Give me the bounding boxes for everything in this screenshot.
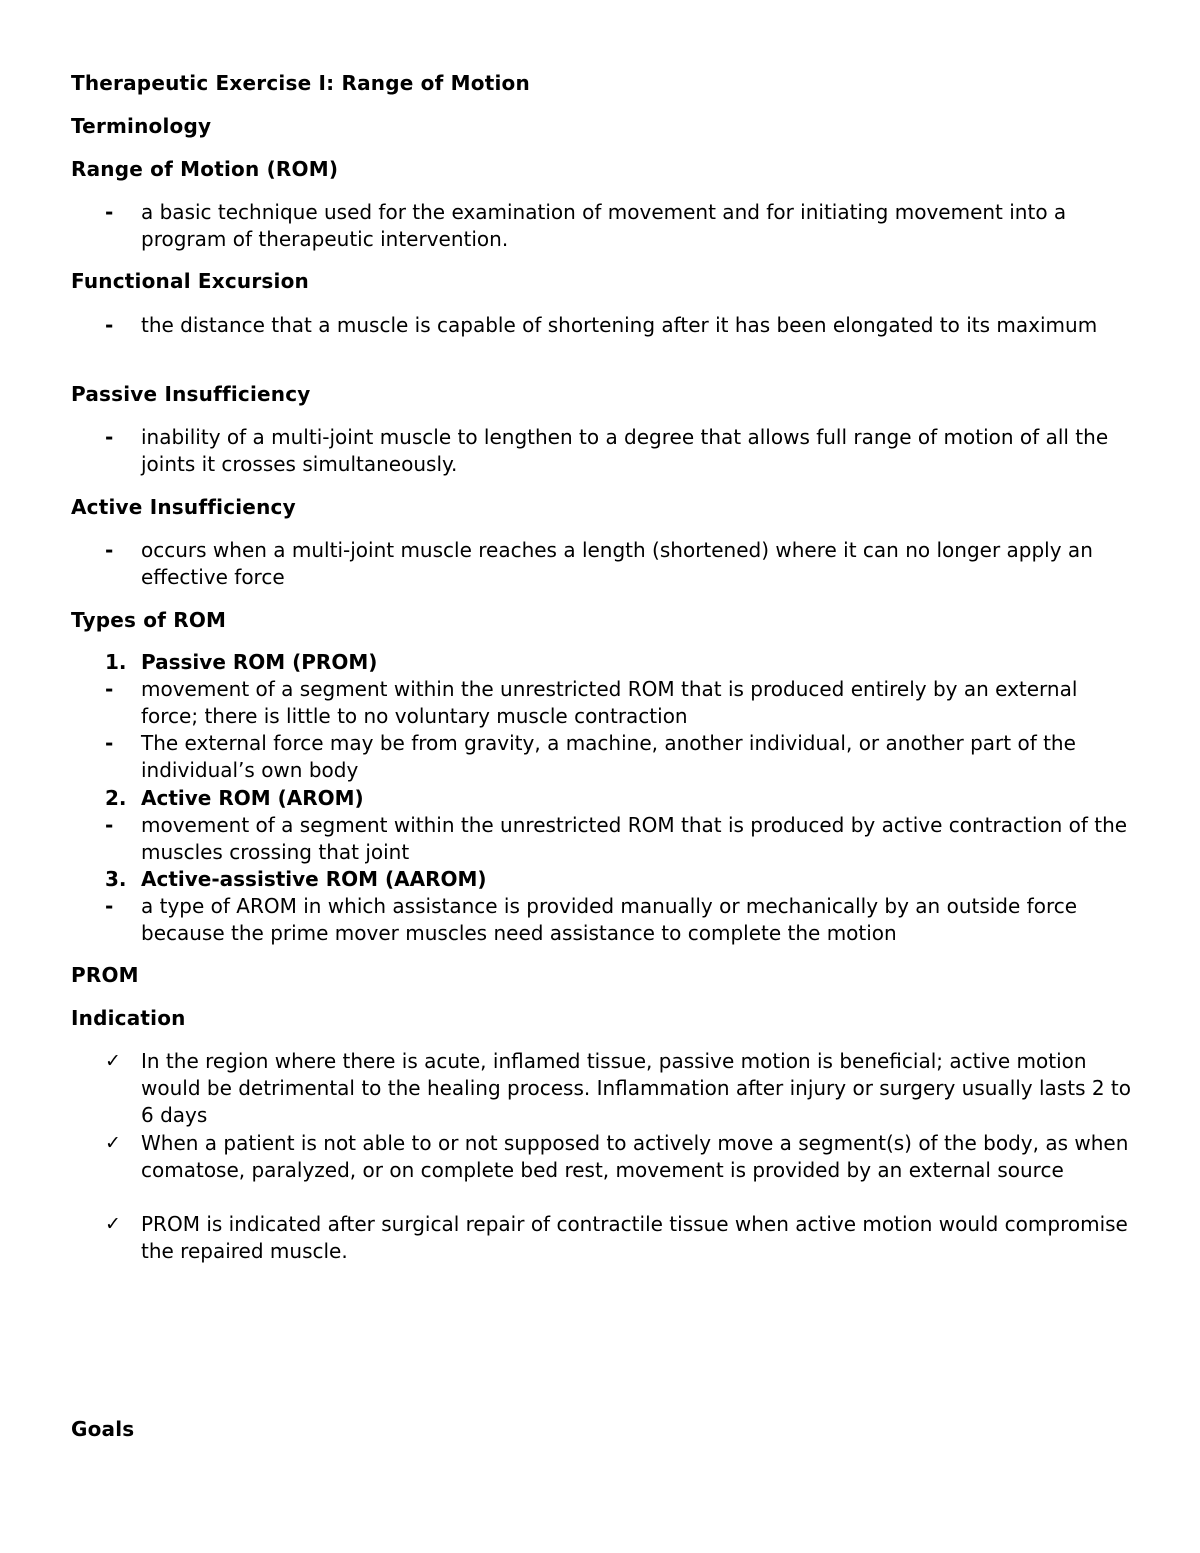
definition-text: occurs when a multi-joint muscle reaches a length (shortened) where it can no longer apply an effective force	[141, 538, 1093, 589]
term-definition-functional-excursion	[71, 312, 1131, 339]
dash-bullet: -	[105, 894, 114, 918]
section-heading-terminology: Terminology	[71, 114, 212, 138]
dash-bullet: -	[105, 425, 114, 449]
checkmark-icon: ✓	[105, 1132, 121, 1154]
term-heading-active-insufficiency: Active Insufficiency	[71, 495, 296, 519]
indication-item-2	[71, 1130, 1131, 1184]
indication-text: When a patient is not able to or not supposed to actively move a segment(s) of the body, as when comatose, paralyzed, or on complete bed rest, movement is provided by an external source	[141, 1131, 1129, 1182]
rom-type-1	[71, 649, 1131, 676]
dash-bullet: -	[105, 677, 114, 701]
rom-type-1-bullet-2	[71, 730, 1131, 784]
term-definition-passive-insufficiency	[71, 424, 1131, 478]
list-number: 2.	[105, 786, 127, 810]
term-heading-rom: Range of Motion (ROM)	[71, 157, 339, 181]
bullet-text: The external force may be from gravity, a machine, another individual, or another part of the individual’s own body	[141, 731, 1076, 782]
section-heading-prom: PROM	[71, 963, 139, 987]
checkmark-icon: ✓	[105, 1213, 121, 1235]
rom-type-2-bullet-1	[71, 812, 1131, 866]
rom-type-name: Passive ROM (PROM)	[141, 650, 378, 674]
rom-type-name: Active ROM (AROM)	[141, 786, 364, 810]
checkmark-icon: ✓	[105, 1050, 121, 1072]
document-title: Therapeutic Exercise I: Range of Motion	[71, 71, 530, 95]
term-heading-functional-excursion: Functional Excursion	[71, 269, 309, 293]
indication-text: PROM is indicated after surgical repair of contractile tissue when active motion would compromise the repaired muscle.	[141, 1212, 1128, 1263]
dash-bullet: -	[105, 813, 114, 837]
indication-item-3	[71, 1211, 1131, 1265]
term-definition-active-insufficiency	[71, 537, 1131, 591]
bullet-text: movement of a segment within the unrestricted ROM that is produced by active contraction of the muscles crossing that joint	[141, 813, 1128, 864]
rom-type-2	[71, 785, 1131, 812]
indication-text: In the region where there is acute, inflamed tissue, passive motion is beneficial; active motion would be detrimental to the healing process. Inflammation after injury or surgery usually lasts 2 to 6 days	[141, 1049, 1132, 1127]
rom-type-1-bullet-1	[71, 676, 1131, 730]
bullet-text: a type of AROM in which assistance is provided manually or mechanically by an outside force because the prime mover muscles need assistance to complete the motion	[141, 894, 1078, 945]
definition-text: the distance that a muscle is capable of shortening after it has been elongated to its maximum	[141, 313, 1098, 337]
section-heading-types-of-rom: Types of ROM	[71, 608, 227, 632]
term-heading-passive-insufficiency: Passive Insufficiency	[71, 382, 311, 406]
dash-bullet: -	[105, 731, 114, 755]
list-number: 3.	[105, 867, 127, 891]
term-definition-rom	[71, 199, 1131, 253]
list-number: 1.	[105, 650, 127, 674]
dash-bullet: -	[105, 200, 114, 224]
subsection-heading-indication: Indication	[71, 1006, 186, 1030]
rom-type-3	[71, 866, 1131, 893]
dash-bullet: -	[105, 313, 114, 337]
dash-bullet: -	[105, 538, 114, 562]
definition-text: inability of a multi-joint muscle to lengthen to a degree that allows full range of motion of all the joints it crosses simultaneously.	[141, 425, 1109, 476]
subsection-heading-goals: Goals	[71, 1417, 135, 1441]
bullet-text: movement of a segment within the unrestricted ROM that is produced entirely by an external force; there is little to no voluntary muscle contraction	[141, 677, 1078, 728]
definition-text: a basic technique used for the examination of movement and for initiating movement into a program of therapeutic intervention.	[141, 200, 1067, 251]
rom-type-name: Active-assistive ROM (AAROM)	[141, 867, 487, 891]
indication-item-1	[71, 1048, 1131, 1129]
rom-type-3-bullet-1	[71, 893, 1131, 947]
